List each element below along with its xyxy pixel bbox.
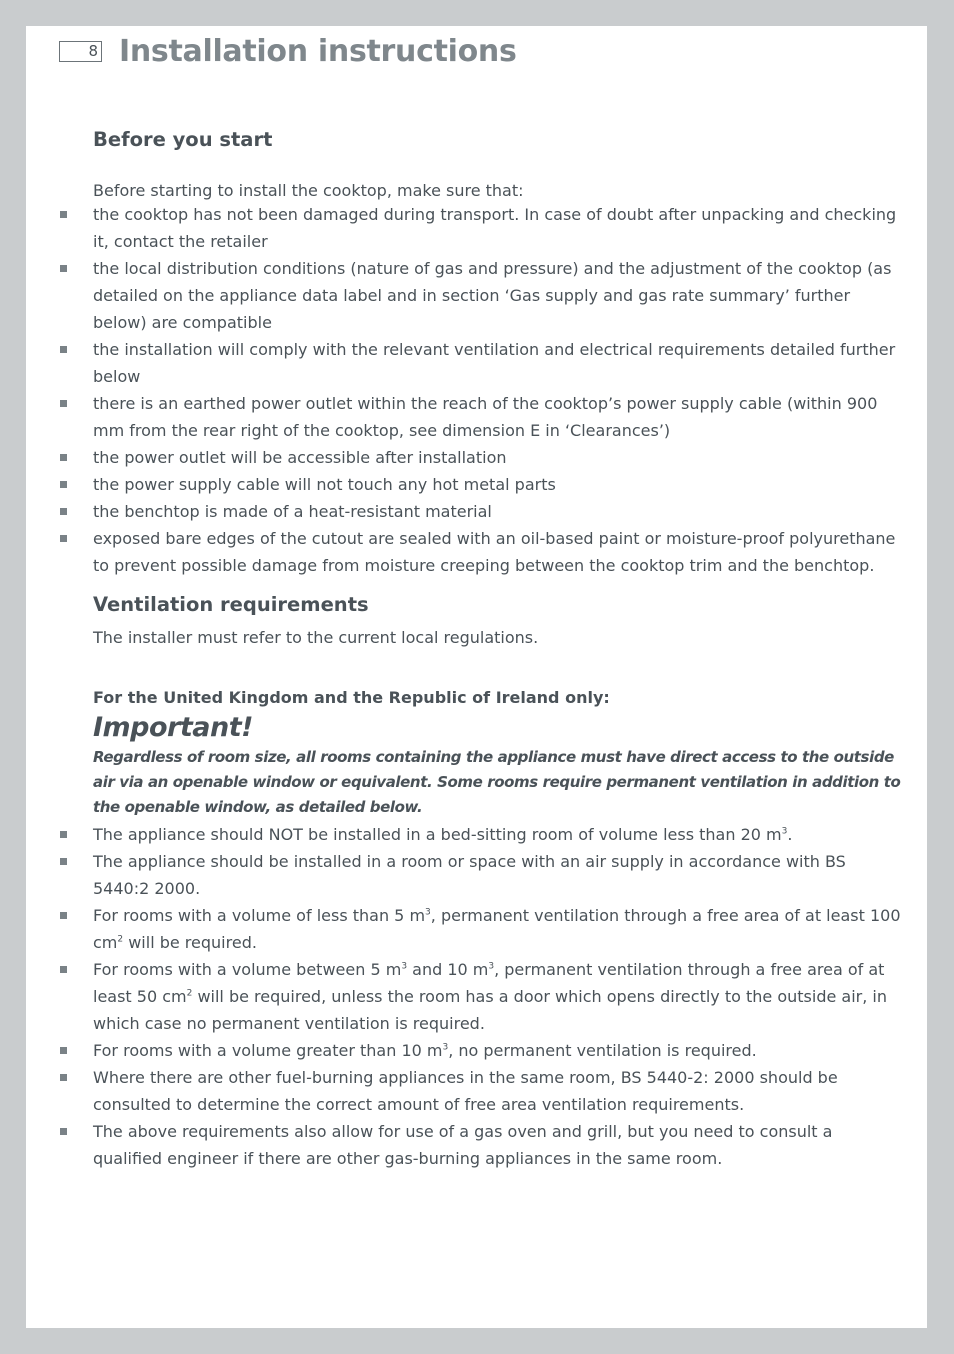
list-item: the benchtop is made of a heat-resistant material: [93, 498, 903, 525]
page-number: 8: [59, 41, 102, 62]
list-item: The above requirements also allow for use of a gas oven and grill, but you need to consult a qualified engineer if there are other gas-burning appliances in the same room.: [93, 1118, 903, 1172]
page-header: [59, 34, 517, 69]
list-item: the power supply cable will not touch any hot metal parts: [93, 471, 903, 498]
list-item: exposed bare edges of the cutout are sealed with an oil-based paint or moisture-proof polyurethane to prevent possible damage from moisture creeping between the cooktop trim and the benchtop.: [93, 525, 903, 579]
before-intro: Before starting to install the cooktop, make sure that:: [93, 181, 524, 200]
important-label: Important!: [93, 712, 253, 743]
list-item: For rooms with a volume greater than 10 $m^3$, no permanent ventilation is required.: [93, 1037, 903, 1064]
list-item: For rooms with a volume between 5 $m^3$ and 10 $m^3$, permanent ventilation through a free area of at least 50 $cm^2$ will be required, unless the room has a door which opens directly to the outside air, in which case no permanent ventilation is required.: [93, 956, 903, 1037]
list-item: The appliance should NOT be installed in a bed-sitting room of volume less than 20 $m^3$.: [93, 821, 903, 848]
section-heading-before-you-start: Before you start: [93, 128, 273, 151]
important-text: Regardless of room size, all rooms containing the appliance must have direct access to the outside air via an openable window or equivalent. Some rooms require permanent ventilation in addition to the openable window, as detailed below.: [93, 748, 901, 816]
page-content: [93, 126, 903, 1172]
ventilation-intro: The installer must refer to the current local regulations.: [93, 628, 539, 647]
list-item: the power outlet will be accessible after installation: [93, 444, 903, 471]
uk-ireland-heading: For the United Kingdom and the Republic of Ireland only:: [93, 688, 610, 707]
section-heading-ventilation: Ventilation requirements: [93, 593, 369, 616]
page-title: Installation instructions: [119, 34, 517, 69]
list-item: the installation will comply with the relevant ventilation and electrical requirements detailed further below: [93, 336, 903, 390]
before-checklist: [93, 201, 903, 579]
list-item: For rooms with a volume of less than 5 $m^3$, permanent ventilation through a free area of at least 100 $cm^2$ will be required.: [93, 902, 903, 956]
list-item: the local distribution conditions (nature of gas and pressure) and the adjustment of the cooktop (as detailed on the appliance data label and in section ‘Gas supply and gas rate summary’ further below) are compatible: [93, 255, 903, 336]
manual-page: [26, 26, 927, 1328]
list-item: there is an earthed power outlet within the reach of the cooktop’s power supply cable (within 900 mm from the rear right of the cooktop, see dimension E in ‘Clearances’): [93, 390, 903, 444]
list-item: Where there are other fuel-burning appliances in the same room, BS 5440-2: 2000 should be consulted to determine the correct amount of free area ventilation requirements.: [93, 1064, 903, 1118]
ventilation-list: [93, 821, 903, 1172]
list-item: the cooktop has not been damaged during transport. In case of doubt after unpacking and checking it, contact the retailer: [93, 201, 903, 255]
list-item: The appliance should be installed in a room or space with an air supply in accordance with BS 5440:2 2000.: [93, 848, 903, 902]
